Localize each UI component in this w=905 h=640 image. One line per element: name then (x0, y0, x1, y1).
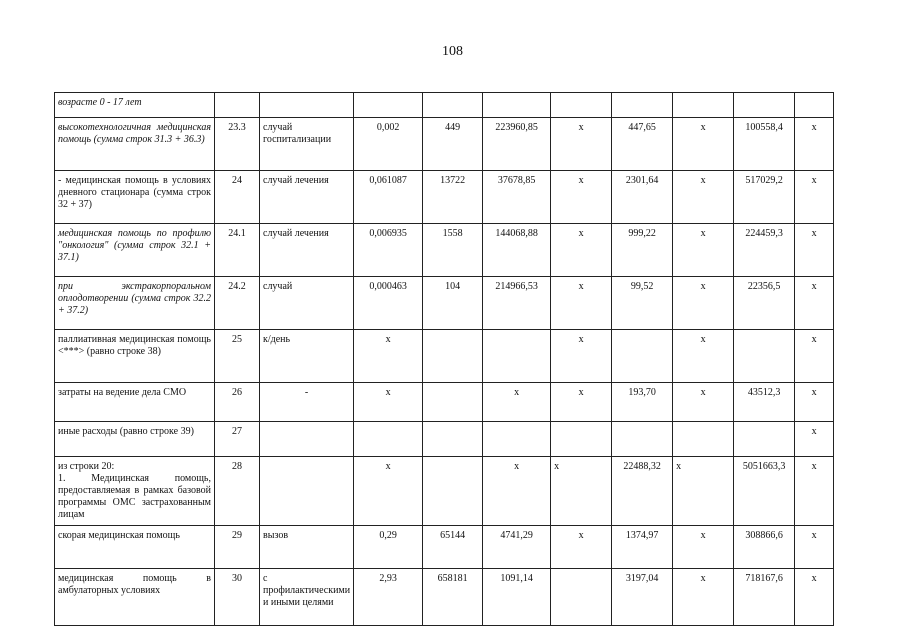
value-cell: х (551, 171, 612, 224)
value-cell: х (673, 526, 734, 569)
value-cell: 718167,6 (734, 569, 795, 626)
value-cell: 224459,3 (734, 224, 795, 277)
unit-cell: случай лечения (260, 224, 354, 277)
row-number: 24.1 (215, 224, 260, 277)
value-cell: х (795, 457, 834, 526)
row-description: - медицинская помощь в условиях дневного стационара (сумма строк 32 + 37) (55, 171, 215, 224)
value-cell: х (354, 330, 423, 383)
value-cell: 22356,5 (734, 277, 795, 330)
value-cell (612, 330, 673, 383)
value-cell: х (483, 457, 551, 526)
value-cell (483, 422, 551, 457)
value-cell: х (795, 171, 834, 224)
value-cell: х (673, 330, 734, 383)
row-number: 26 (215, 383, 260, 422)
value-cell: 999,22 (612, 224, 673, 277)
value-cell: 65144 (423, 526, 483, 569)
value-cell: х (795, 422, 834, 457)
value-cell: 144068,88 (483, 224, 551, 277)
table-row (55, 330, 834, 383)
value-cell: х (551, 383, 612, 422)
value-cell: х (673, 569, 734, 626)
value-cell: х (673, 457, 734, 526)
row-number: 24.2 (215, 277, 260, 330)
value-cell: х (354, 383, 423, 422)
value-cell: 0,002 (354, 118, 423, 171)
value-cell: 1091,14 (483, 569, 551, 626)
value-cell: х (795, 330, 834, 383)
value-cell (483, 330, 551, 383)
value-cell: х (795, 277, 834, 330)
row-description: возрасте 0 - 17 лет (55, 93, 215, 118)
row-number: 29 (215, 526, 260, 569)
table-row (55, 277, 834, 330)
unit-cell (260, 93, 354, 118)
row-number: 30 (215, 569, 260, 626)
value-cell: 2301,64 (612, 171, 673, 224)
value-cell: 517029,2 (734, 171, 795, 224)
value-cell: х (795, 224, 834, 277)
value-cell (551, 422, 612, 457)
value-cell: 193,70 (612, 383, 673, 422)
unit-cell: случай госпитализации (260, 118, 354, 171)
value-cell (612, 93, 673, 118)
value-cell: 1374,97 (612, 526, 673, 569)
value-cell (734, 422, 795, 457)
value-cell: 449 (423, 118, 483, 171)
value-cell: х (551, 330, 612, 383)
row-number: 28 (215, 457, 260, 526)
value-cell: 658181 (423, 569, 483, 626)
value-cell (673, 422, 734, 457)
table-row (55, 93, 834, 118)
data-table (54, 92, 834, 626)
value-cell: 37678,85 (483, 171, 551, 224)
row-description: при экстракорпоральном оплодотворении (сумма строк 32.2 + 37.2) (55, 277, 215, 330)
value-cell (423, 422, 483, 457)
value-cell: х (673, 277, 734, 330)
table-row (55, 383, 834, 422)
value-cell: 0,061087 (354, 171, 423, 224)
row-description: скорая медицинская помощь (55, 526, 215, 569)
table-row (55, 118, 834, 171)
value-cell (483, 93, 551, 118)
unit-cell: вызов (260, 526, 354, 569)
table-row (55, 526, 834, 569)
value-cell (354, 93, 423, 118)
value-cell: х (673, 383, 734, 422)
unit-cell: к/день (260, 330, 354, 383)
value-cell: 214966,53 (483, 277, 551, 330)
value-cell: х (551, 526, 612, 569)
unit-cell (260, 457, 354, 526)
value-cell: 100558,4 (734, 118, 795, 171)
value-cell: 0,006935 (354, 224, 423, 277)
value-cell (673, 93, 734, 118)
unit-cell (260, 422, 354, 457)
table-row (55, 422, 834, 457)
row-description: медицинская помощь в амбулаторных условиях (55, 569, 215, 626)
row-description: медицинская помощь по профилю "онкология" (сумма строк 32.1 + 37.1) (55, 224, 215, 277)
value-cell: 4741,29 (483, 526, 551, 569)
value-cell (734, 330, 795, 383)
row-number: 25 (215, 330, 260, 383)
value-cell (734, 93, 795, 118)
row-description: иные расходы (равно строке 39) (55, 422, 215, 457)
row-number: 27 (215, 422, 260, 457)
value-cell: 308866,6 (734, 526, 795, 569)
value-cell: 43512,3 (734, 383, 795, 422)
row-number: 24 (215, 171, 260, 224)
value-cell: х (354, 457, 423, 526)
table-row (55, 457, 834, 526)
value-cell: 2,93 (354, 569, 423, 626)
value-cell: х (551, 277, 612, 330)
value-cell: х (673, 118, 734, 171)
value-cell: 5051663,3 (734, 457, 795, 526)
value-cell (423, 383, 483, 422)
value-cell: 223960,85 (483, 118, 551, 171)
row-description: паллиативная медицинская помощь <***> (равно строке 38) (55, 330, 215, 383)
unit-cell: - (260, 383, 354, 422)
value-cell: 447,65 (612, 118, 673, 171)
row-description: из строки 20: 1. Медицинская помощь, предоставляемая в рамках базовой программы ОМС застрахованным лицам (55, 457, 215, 526)
value-cell (423, 330, 483, 383)
value-cell: х (673, 224, 734, 277)
value-cell (551, 93, 612, 118)
value-cell: х (673, 171, 734, 224)
value-cell: х (551, 457, 612, 526)
row-number (215, 93, 260, 118)
row-description: высокотехнологичная медицинская помощь (сумма строк 31.3 + 36.3) (55, 118, 215, 171)
value-cell: 0,000463 (354, 277, 423, 330)
value-cell: 99,52 (612, 277, 673, 330)
value-cell (551, 569, 612, 626)
value-cell: х (795, 569, 834, 626)
value-cell (423, 93, 483, 118)
table-row (55, 171, 834, 224)
value-cell: 22488,32 (612, 457, 673, 526)
table-row (55, 569, 834, 626)
page-number: 108 (442, 44, 463, 59)
value-cell: 13722 (423, 171, 483, 224)
value-cell: х (795, 118, 834, 171)
value-cell: х (483, 383, 551, 422)
unit-cell: случай (260, 277, 354, 330)
value-cell (612, 422, 673, 457)
value-cell: 3197,04 (612, 569, 673, 626)
value-cell: 0,29 (354, 526, 423, 569)
value-cell: х (795, 383, 834, 422)
value-cell: х (795, 526, 834, 569)
value-cell (423, 457, 483, 526)
value-cell (354, 422, 423, 457)
value-cell: 104 (423, 277, 483, 330)
row-number: 23.3 (215, 118, 260, 171)
table-row (55, 224, 834, 277)
unit-cell: случай лечения (260, 171, 354, 224)
value-cell: х (551, 224, 612, 277)
value-cell: 1558 (423, 224, 483, 277)
row-description: затраты на ведение дела СМО (55, 383, 215, 422)
unit-cell: с профилактическими и иными целями (260, 569, 354, 626)
value-cell: х (551, 118, 612, 171)
value-cell (795, 93, 834, 118)
